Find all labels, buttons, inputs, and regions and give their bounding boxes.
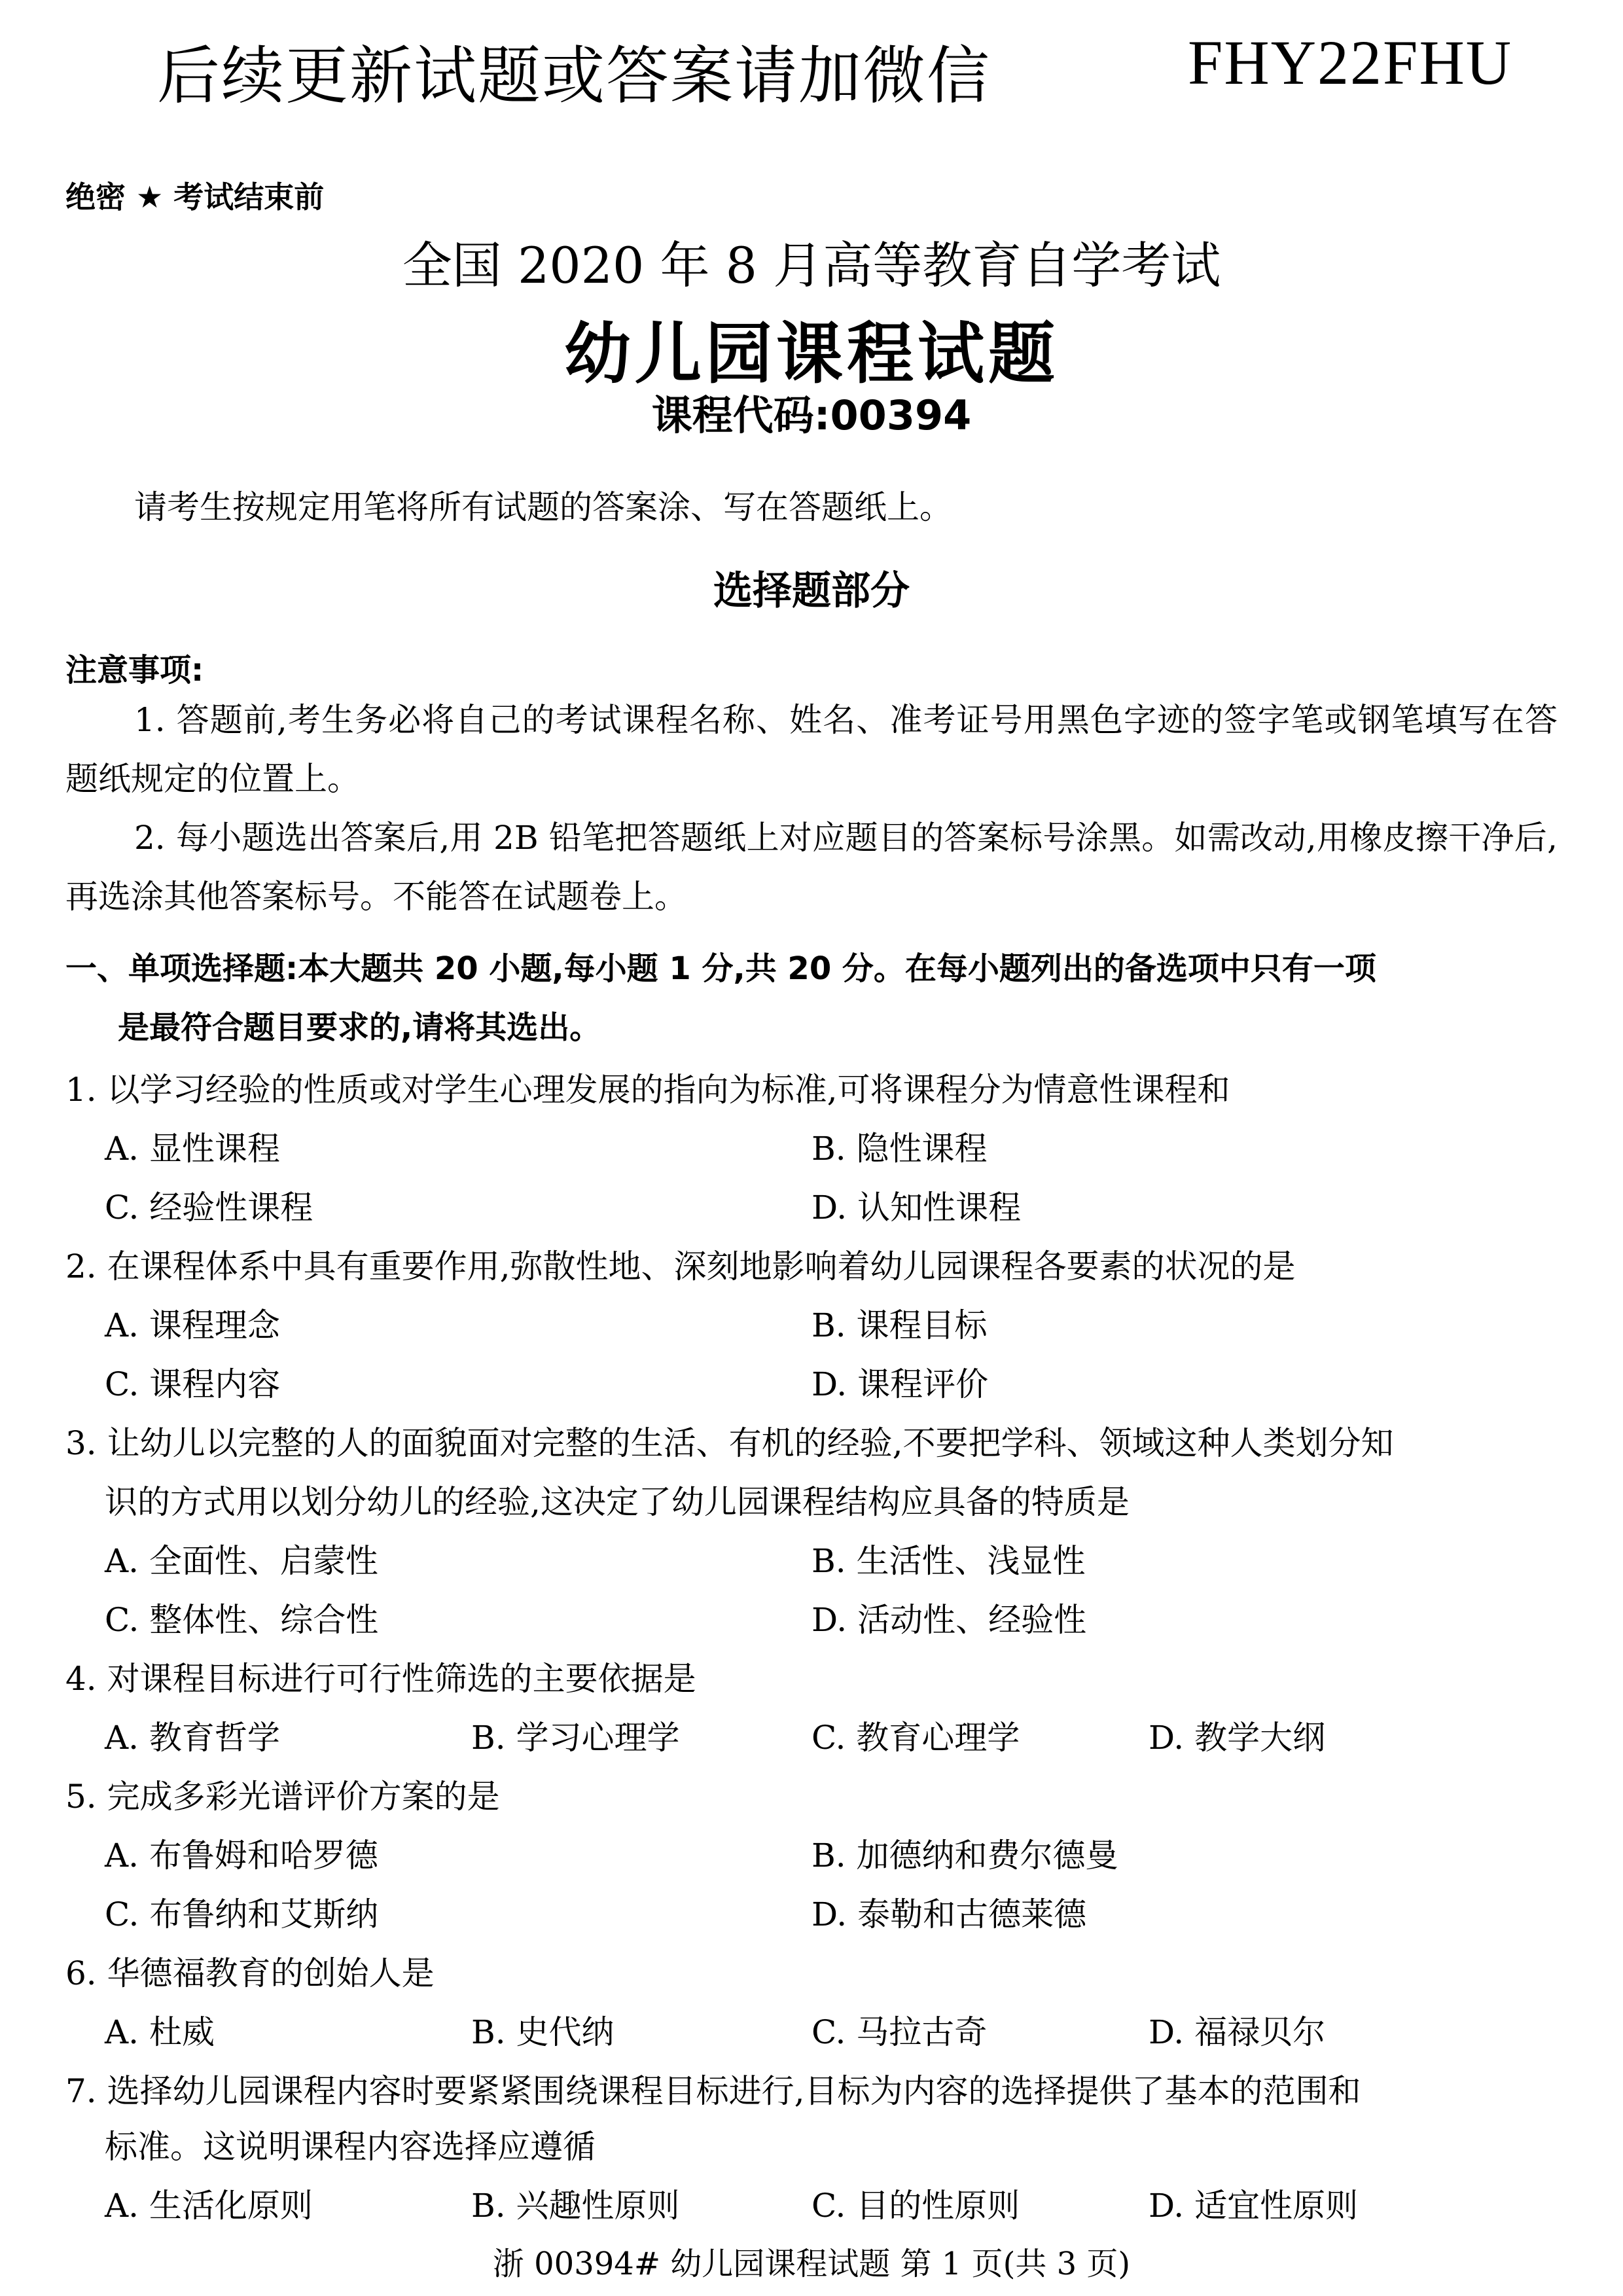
- notes-heading: 注意事项:: [65, 652, 204, 689]
- option: C. 布鲁纳和艾斯纳: [105, 1895, 379, 1933]
- question-stem: 4. 对课程目标进行可行性筛选的主要依据是: [65, 1660, 696, 1698]
- option: A. 显性课程: [105, 1130, 280, 1168]
- option: B. 隐性课程: [812, 1130, 988, 1168]
- note-item: 1. 答题前,考生务必将自己的考试课程名称、姓名、准考证号用黑色字迹的签字笔或钢笔填写在答题纸规定的位置上。: [65, 701, 1558, 798]
- question-stem: 5. 完成多彩光谱评价方案的是: [65, 1778, 500, 1816]
- part1-heading-line2: 是最符合题目要求的,请将其选出。: [118, 1009, 601, 1046]
- option: A. 布鲁姆和哈罗德: [105, 1837, 378, 1874]
- option: B. 史代纳: [471, 2013, 615, 2051]
- option: B. 课程目标: [812, 1306, 988, 1344]
- part1-heading: [65, 939, 1564, 1057]
- course-code: 课程代码:00394: [651, 391, 972, 439]
- option: A. 教育哲学: [105, 1719, 280, 1757]
- option: C. 目的性原则: [812, 2187, 1020, 2225]
- option: C. 整体性、综合性: [105, 1601, 379, 1639]
- option: C. 经验性课程: [105, 1189, 313, 1227]
- question-stem: 6. 华德福教育的创始人是: [65, 1954, 435, 1992]
- option: C. 马拉古奇: [812, 2013, 988, 2051]
- secret-label: 绝密 ★ 考试结束前: [65, 179, 325, 215]
- instruction: 请考生按规定用笔将所有试题的答案涂、写在答题纸上。: [134, 488, 952, 526]
- option: D. 认知性课程: [812, 1189, 1022, 1227]
- option: C. 教育心理学: [812, 1719, 1020, 1757]
- option: D. 教学大纲: [1149, 1719, 1326, 1757]
- subject-title: 幼儿园课程试题: [564, 315, 1059, 393]
- option: D. 福禄贝尔: [1149, 2013, 1326, 2051]
- option: B. 生活性、浅显性: [812, 1542, 1086, 1580]
- question-stem-cont: 标准。这说明课程内容选择应遵循: [105, 2128, 596, 2166]
- option: D. 适宜性原则: [1149, 2187, 1359, 2225]
- option: C. 课程内容: [105, 1365, 281, 1403]
- option: A. 全面性、启蒙性: [105, 1542, 378, 1580]
- option: B. 学习心理学: [471, 1719, 680, 1757]
- page-footer: 浙 00394# 幼儿园课程试题 第 1 页(共 3 页): [492, 2246, 1131, 2282]
- part1-heading-line1: 一、单项选择题:本大题共 20 小题,每小题 1 分,共 20 分。在每小题列出的备选项中只有一项: [65, 950, 1376, 987]
- question-stem-cont: 识的方式用以划分幼儿的经验,这决定了幼儿园课程结构应具备的特质是: [105, 1483, 1130, 1521]
- option: D. 课程评价: [812, 1365, 989, 1403]
- option: D. 活动性、经验性: [812, 1601, 1087, 1639]
- option: A. 杜威: [105, 2013, 215, 2051]
- option: B. 加德纳和费尔德曼: [812, 1837, 1118, 1874]
- option: D. 泰勒和古德莱德: [812, 1895, 1087, 1933]
- option: B. 兴趣性原则: [471, 2187, 680, 2225]
- question-stem: 7. 选择幼儿园课程内容时要紧紧围绕课程目标进行,目标为内容的选择提供了基本的范围和: [65, 2072, 1361, 2110]
- question-stem: 3. 让幼儿以完整的人的面貌面对完整的生活、有机的经验,不要把学科、领域这种人类划分知: [65, 1424, 1394, 1462]
- exam-title: 全国 2020 年 8 月高等教育自学考试: [402, 236, 1221, 295]
- option: A. 生活化原则: [105, 2187, 313, 2225]
- option: A. 课程理念: [105, 1306, 280, 1344]
- banner-text: 后续更新试题或答案请加微信: [157, 39, 991, 113]
- section-title: 选择题部分: [713, 568, 910, 614]
- question-stem: 1. 以学习经验的性质或对学生心理发展的指向为标准,可将课程分为情意性课程和: [65, 1071, 1230, 1109]
- banner: [157, 26, 1513, 116]
- banner-contact: FHY22FHU: [1188, 27, 1513, 98]
- note-item: 2. 每小题选出答案后,用 2B 铅笔把答题纸上对应题目的答案标号涂黑。如需改动,用橡皮擦干净后,再选涂其他答案标号。不能答在试题卷上。: [65, 819, 1558, 916]
- question-stem: 2. 在课程体系中具有重要作用,弥散性地、深刻地影响着幼儿园课程各要素的状况的是: [65, 1247, 1296, 1285]
